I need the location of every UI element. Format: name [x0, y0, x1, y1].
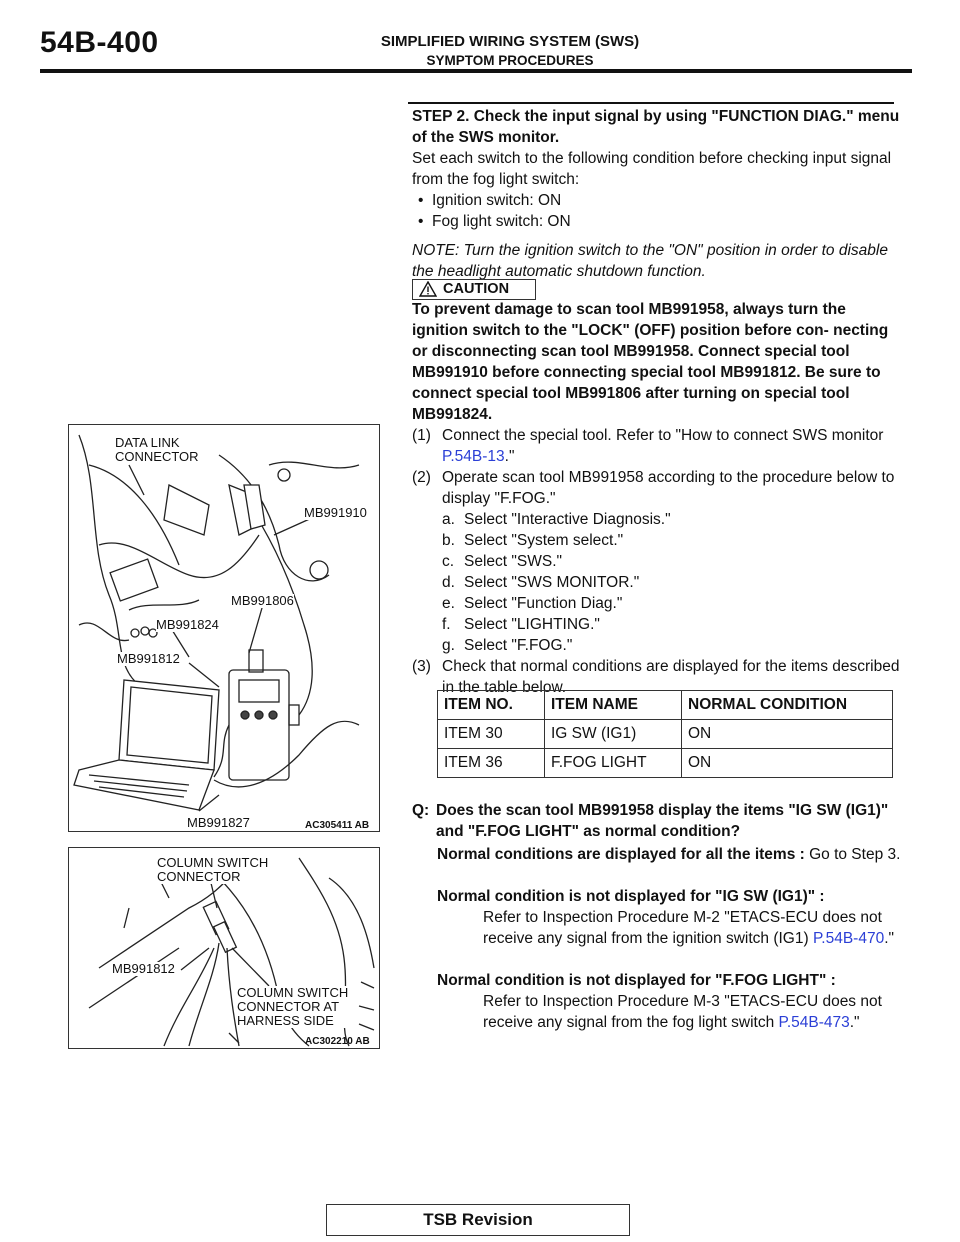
question-label: Q:	[412, 802, 430, 819]
column-header: NORMAL CONDITION	[682, 691, 893, 720]
step-block	[412, 106, 902, 282]
label-mb991812: MB991812	[112, 961, 175, 976]
procedure-item-2	[412, 467, 902, 509]
caution-label: CAUTION	[443, 281, 510, 297]
answer-action: Refer to Inspection Procedure M-3 "ETACS-ECU does not receive any signal from the fog light switch P.54B-473."	[483, 993, 882, 1031]
substep-item: a. Select "Interactive Diagnosis."	[442, 511, 671, 528]
normal-condition-table	[437, 690, 893, 778]
table-row	[438, 749, 893, 778]
answer-3	[437, 970, 907, 1033]
substep-item: c. Select "SWS."	[442, 553, 563, 570]
answer-1	[437, 844, 907, 865]
label-harness-side-connector: COLUMN SWITCH CONNECTOR AT HARNESS SIDE	[237, 985, 349, 1028]
caution-text: To prevent damage to scan tool MB991958, always turn the ignition switch to the "LOCK" (OFF) position before con- necting or disconnecting scan tool MB991958. Connect special tool MB991910 before connecting special tool MB991812. Be sure to connect special tool MB991806 after turning on special tool MB991824.	[412, 301, 889, 423]
answer-condition: Normal conditions are displayed for all the items :	[437, 846, 805, 863]
procedure-item-1	[412, 425, 902, 467]
header-rule	[40, 69, 912, 73]
label-mb991806: MB991806	[231, 593, 294, 608]
label-data-link-connector: DATA LINK CONNECTOR	[115, 435, 199, 464]
table-cell: IG SW (IG1)	[545, 720, 682, 749]
table-cell: ITEM 36	[438, 749, 545, 778]
table-cell: F.FOG LIGHT	[545, 749, 682, 778]
tsb-revision-box: TSB Revision	[326, 1204, 630, 1236]
page-link[interactable]: P.54B-473	[778, 1014, 850, 1031]
bullet-item: • Fog light switch: ON	[412, 211, 902, 232]
bullet-item: • Ignition switch: ON	[412, 190, 902, 211]
table-row	[438, 720, 893, 749]
substep-item: g. Select "F.FOG."	[442, 637, 573, 654]
question-block	[412, 800, 902, 842]
step-heading: STEP 2. Check the input signal by using "FUNCTION DIAG." menu of the SWS monitor.	[412, 108, 900, 146]
step-note: NOTE: Turn the ignition switch to the "ON" position in order to disable the headlight automatic shutdown function.	[412, 242, 888, 280]
table-cell: ON	[682, 720, 893, 749]
label-mb991812: MB991812	[117, 651, 180, 666]
answer-condition: Normal condition is not displayed for "F.FOG LIGHT" :	[437, 972, 836, 989]
substep-item: f. Select "LIGHTING."	[442, 616, 600, 633]
section-subtitle: SYMPTOM PROCEDURES	[426, 53, 594, 68]
table-header-row	[438, 691, 893, 720]
step-intro: Set each switch to the following condition before checking input signal from the fog light switch:	[412, 150, 892, 188]
step-rule	[408, 102, 894, 104]
item-number: (3)	[412, 658, 431, 675]
figure-code: AC305411 AB	[305, 820, 370, 831]
label-mb991824: MB991824	[156, 617, 219, 632]
table-cell: ON	[682, 749, 893, 778]
substep-item: d. Select "SWS MONITOR."	[442, 574, 640, 591]
section-title: SIMPLIFIED WIRING SYSTEM (SWS)	[380, 33, 640, 50]
answer-2	[437, 886, 907, 949]
figure-scan-tool-connection	[68, 424, 380, 832]
figure-code: AC302210 AB	[305, 1036, 370, 1047]
warning-triangle-icon	[419, 281, 437, 301]
page-link[interactable]: P.54B-470	[812, 930, 885, 947]
substep-item: b. Select "System select."	[442, 532, 624, 549]
label-mb991827: MB991827	[187, 815, 250, 830]
column-header: ITEM NO.	[438, 691, 545, 720]
page-number: 54B-400	[40, 26, 159, 59]
column-header: ITEM NAME	[545, 691, 682, 720]
figure-column-switch-connector	[68, 847, 380, 1049]
question-text: Does the scan tool MB991958 display the items "IG SW (IG1)" and "F.FOG LIGHT" as normal condition?	[436, 802, 889, 840]
item-text-end: ."	[504, 448, 515, 465]
answer-action: Refer to Inspection Procedure M-2 "ETACS-ECU does not receive any signal from the ignition switch (IG1) P.54B-470."	[483, 909, 895, 947]
substep-item: e. Select "Function Diag."	[442, 595, 623, 612]
page-link[interactable]: P.54B-13	[442, 448, 505, 465]
item-text: Connect the special tool. Refer to "How to connect SWS monitor	[442, 427, 884, 444]
caution-box	[412, 279, 536, 300]
procedure-block	[412, 425, 902, 698]
item-number: (2)	[412, 469, 431, 486]
item-number: (1)	[412, 427, 431, 444]
item-text: Check that normal conditions are displayed for the items described in the table below.	[442, 658, 900, 696]
label-mb991910: MB991910	[304, 505, 367, 520]
table-cell: ITEM 30	[438, 720, 545, 749]
item-text: Operate scan tool MB991958 according to the procedure below to display "F.FOG."	[442, 469, 895, 507]
answer-action: Go to Step 3.	[809, 846, 901, 863]
answer-condition: Normal condition is not displayed for "IG SW (IG1)" :	[437, 888, 825, 905]
figure-illustration	[69, 425, 379, 831]
label-column-switch-connector: COLUMN SWITCH CONNECTOR	[157, 855, 269, 884]
